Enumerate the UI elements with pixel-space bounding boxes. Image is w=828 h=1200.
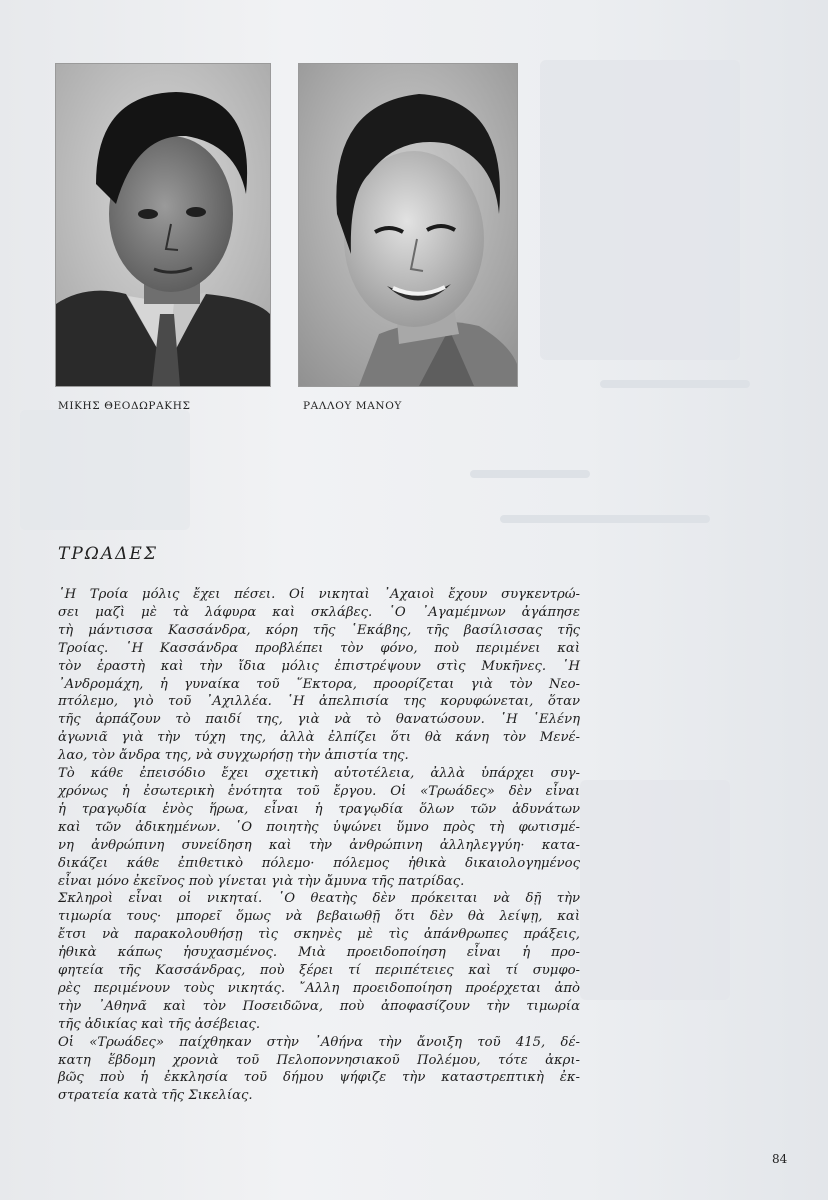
portrait-rallou-manou-image — [299, 64, 517, 386]
article-body — [58, 586, 580, 1105]
text-line: ἠθικὰ κάπως ἡσυχασμένος. Μιὰ προειδοποίηση εἶναι ἡ προ- — [58, 945, 580, 961]
photo-caption-rallou-manou: ΡΑΛΛΟΥ ΜΑΝΟΥ — [303, 400, 402, 412]
text-line: ᾿Ανδρομάχη, ἡ γυναίκα τοῦ ῞Εκτορα, προορίζεται γιὰ τὸν Νεο- — [58, 676, 580, 692]
text-line: τῆς ἁρπάζουν τὸ παιδί της, γιὰ νὰ τὸ θανατώσουν. ῾Η ῾Ελένη — [58, 712, 580, 728]
text-line: σει μαζὶ μὲ τὰ λάφυρα καὶ σκλάβες. ῾Ο ᾿Αγαμέμνων ἀγάπησε — [58, 604, 580, 620]
show-through-line — [470, 470, 590, 478]
text-line: βῶς ποὺ ἡ ἐκκλησία τοῦ δήμου ψήφιζε τὴν καταστρεπτικὴ ἐκ- — [58, 1070, 580, 1086]
page-number: 84 — [772, 1152, 788, 1166]
text-line: καὶ τῶν ἀδικημένων. ῾Ο ποιητὴς ὑψώνει ὕμνο πρὸς τὴ φωτισμέ- — [58, 819, 580, 835]
text-line: λαο, τὸν ἄνδρα της, νὰ συγχωρήσῃ τὴν ἀπιστία της. — [58, 748, 409, 764]
text-line: φητεία τῆς Κασσάνδρας, ποὺ ξέρει τί περιπέτειες καὶ τί συμφο- — [58, 963, 580, 979]
text-line: δικάζει κάθε ἐπιθετικὸ πόλεμο· πόλεμος ἠθικὰ δικαιολογημένος — [58, 855, 580, 871]
text-line: Σκληροὶ εἶναι οἱ νικηταί. ῾Ο θεατὴς δὲν πρόκειται νὰ δῇ τὴν — [58, 891, 580, 907]
text-line: τὴν ᾿Αθηνᾶ καὶ τὸν Ποσειδῶνα, ποὺ ἀποφασίζουν τὴν τιμωρία — [58, 998, 580, 1014]
text-line: στρατεία κατὰ τῆς Σικελίας. — [58, 1088, 253, 1104]
text-line: ῾Η Τροία μόλις ἔχει πέσει. Οἱ νικηταὶ ᾿Αχαιοὶ ἔχουν συγκεντρώ- — [58, 587, 580, 602]
show-through-line — [500, 515, 710, 523]
portrait-theodorakis-image — [56, 64, 270, 386]
portrait-photo-rallou-manou — [299, 64, 517, 386]
show-through-photo — [580, 780, 730, 1000]
text-line: εἶναι μόνο ἐκεῖνος ποὺ γίνεται γιὰ τὴν ἄμυνα τῆς πατρίδας. — [58, 873, 465, 889]
photo-caption-theodorakis: ΜΙΚΗΣ ΘΕΟΔΩΡΑΚΗΣ — [58, 400, 191, 412]
show-through-photo — [20, 410, 190, 530]
text-line: πτόλεμο, γιὸ τοῦ ᾿Αχιλλέα. ῾Η ἀπελπισία της κορυφώνεται, ὅταν — [58, 694, 580, 710]
text-line: κατη ἕβδομη χρονιὰ τοῦ Πελοποννησιακοῦ Πολέμου, τότε ἀκρι- — [58, 1052, 580, 1068]
text-line: τὴ μάντισσα Κασσάνδρα, κόρη τῆς ῾Εκάβης, τῆς βασίλισσας τῆς — [58, 622, 580, 638]
text-line: χρόνως ἡ ἐσωτερικὴ ἑνότητα τοῦ ἔργου. Οἱ «Τρωάδες» δὲν εἶναι — [58, 783, 580, 799]
text-line: Τὸ κάθε ἐπεισόδιο ἔχει σχετικὴ αὐτοτέλεια, ἀλλὰ ὑπάρχει συγ- — [58, 766, 580, 782]
text-line: ρὲς περιμένουν τοὺς νικητάς. ῎Αλλη προειδοποίηση προέρχεται ἀπὸ — [58, 980, 580, 996]
text-line: ἔτσι νὰ παρακολουθήσῃ τὶς σκηνὲς μὲ τὶς ἀπάνθρωπες πράξεις, — [58, 927, 580, 943]
article-title: ΤΡΩΑΔΕΣ — [58, 544, 158, 564]
text-line: ἡ τραγῳδία ἑνὸς ἥρωα, εἶναι ἡ τραγῳδία ὅλων τῶν ἀδυνάτων — [58, 801, 580, 817]
show-through-line — [600, 380, 750, 388]
text-line: τιμωρία τους· μπορεῖ ὅμως νὰ βεβαιωθῇ ὅτι δὲν θὰ λείψῃ, καὶ — [58, 909, 580, 925]
text-line: τὸν ἐραστὴ καὶ τὴν ἴδια μόλις ἐπιστρέψουν στὶς Μυκῆνες. ῾Η — [58, 658, 580, 674]
text-line: Οἱ «Τρωάδες» παίχθηκαν στὴν ᾿Αθήνα τὴν ἄνοιξη τοῦ 415, δέ- — [58, 1034, 580, 1050]
text-line: ἀγωνιᾶ γιὰ τὴν τύχη της, ἀλλὰ ἐλπίζει ὅτι θὰ κάνη τὸν Μενέ- — [58, 730, 580, 746]
portrait-photo-theodorakis — [56, 64, 270, 386]
show-through-photo — [540, 60, 740, 360]
text-line: Τροίας. ῾Η Κασσάνδρα προβλέπει τὸν φόνο, ποὺ περιμένει καὶ — [58, 640, 580, 656]
text-line: νη ἀνθρώπινη συνείδηση καὶ τὴν ἀνθρώπινη ἀλληλεγγύη· κατα- — [58, 837, 580, 853]
text-line: τῆς ἀδικίας καὶ τῆς ἀσέβειας. — [58, 1016, 261, 1032]
